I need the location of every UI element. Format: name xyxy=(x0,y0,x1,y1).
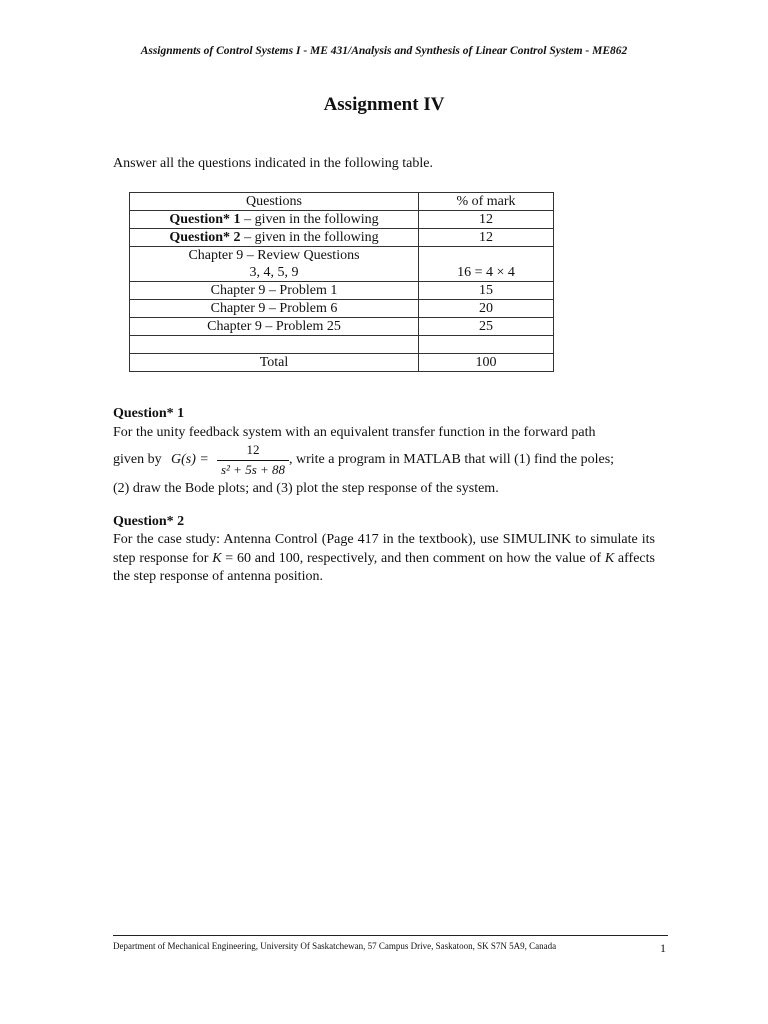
question-cell xyxy=(130,211,419,229)
table-row xyxy=(130,318,554,336)
table-row xyxy=(130,247,554,282)
tf-numerator: 12 xyxy=(246,442,260,457)
table-row xyxy=(130,354,554,372)
question-1-line-3: (2) draw the Bode plots; and (3) plot the step response of the system. xyxy=(113,481,499,496)
header-questions: Questions xyxy=(130,193,419,211)
tf-denominator: s² + 5s + 88 xyxy=(220,462,286,477)
mark-cell: 12 xyxy=(419,229,554,247)
question-cell: Chapter 9 – Problem 1 xyxy=(130,282,419,300)
cell-line: 3, 4, 5, 9 xyxy=(249,265,299,280)
question-cell: Chapter 9 – Problem 6 xyxy=(130,300,419,318)
fraction-bar xyxy=(217,460,289,461)
marks-table xyxy=(129,192,554,372)
k-variable: K xyxy=(604,550,615,566)
question-desc: – given in the following xyxy=(240,212,379,227)
question-1-line-1: For the unity feedback system with an equivalent transfer function in the forward path xyxy=(113,425,596,440)
question-2-heading: Question* 2 xyxy=(113,514,185,529)
table-row xyxy=(130,336,554,354)
question-cell xyxy=(130,336,419,354)
question-cell xyxy=(130,247,419,282)
table-row xyxy=(130,211,554,229)
header-mark: % of mark xyxy=(419,193,554,211)
question-cell: Chapter 9 – Problem 25 xyxy=(130,318,419,336)
k-variable: K xyxy=(212,550,222,566)
running-header: Assignments of Control Systems I - ME 431/Analysis and Synthesis of Linear Control System - ME862 xyxy=(140,45,628,57)
footer-address: Department of Mechanical Engineering, University Of Saskatchewan, 57 Campus Drive, Saskatoon, SK S7N 5A9, Canada xyxy=(113,941,557,951)
page-number: 1 xyxy=(660,941,666,955)
question-label: Question* 1 xyxy=(169,212,241,227)
q2-text-1: For the case study: Antenna Control (Page 417 in the textbook), use SIMULINK to simulate its step response for xyxy=(113,532,655,566)
mark-cell: 20 xyxy=(419,300,554,318)
page-title: Assignment IV xyxy=(323,94,445,115)
question-desc: – given in the following xyxy=(240,230,379,245)
q2-text-3: affects the step response of antenna position. xyxy=(113,550,655,584)
mark-cell: 15 xyxy=(419,282,554,300)
table-row xyxy=(130,229,554,247)
cell-line: Chapter 9 – Review Questions xyxy=(188,248,360,263)
question-cell xyxy=(130,229,419,247)
transfer-function-lhs: G(s) = xyxy=(171,452,209,467)
table-header-row xyxy=(130,193,554,211)
total-mark: 100 xyxy=(419,354,554,372)
footer-divider xyxy=(113,935,668,936)
total-label: Total xyxy=(130,354,419,372)
table-row xyxy=(130,300,554,318)
intro-text: Answer all the questions indicated in the following table. xyxy=(113,156,433,171)
question-1-line-2-rest: , write a program in MATLAB that will (1) find the poles; xyxy=(289,452,615,467)
mark-cell: 12 xyxy=(419,211,554,229)
mark-cell xyxy=(419,336,554,354)
given-by-text: given by xyxy=(113,452,162,467)
table-row xyxy=(130,282,554,300)
q2-text-2: = 60 and 100, respectively, and then comment on how the value of xyxy=(221,550,605,566)
mark-cell: 25 xyxy=(419,318,554,336)
mark-cell: 16 = 4 × 4 xyxy=(419,247,554,282)
question-2-paragraph xyxy=(113,531,655,587)
question-1-heading: Question* 1 xyxy=(113,406,185,421)
question-label: Question* 2 xyxy=(169,230,241,245)
